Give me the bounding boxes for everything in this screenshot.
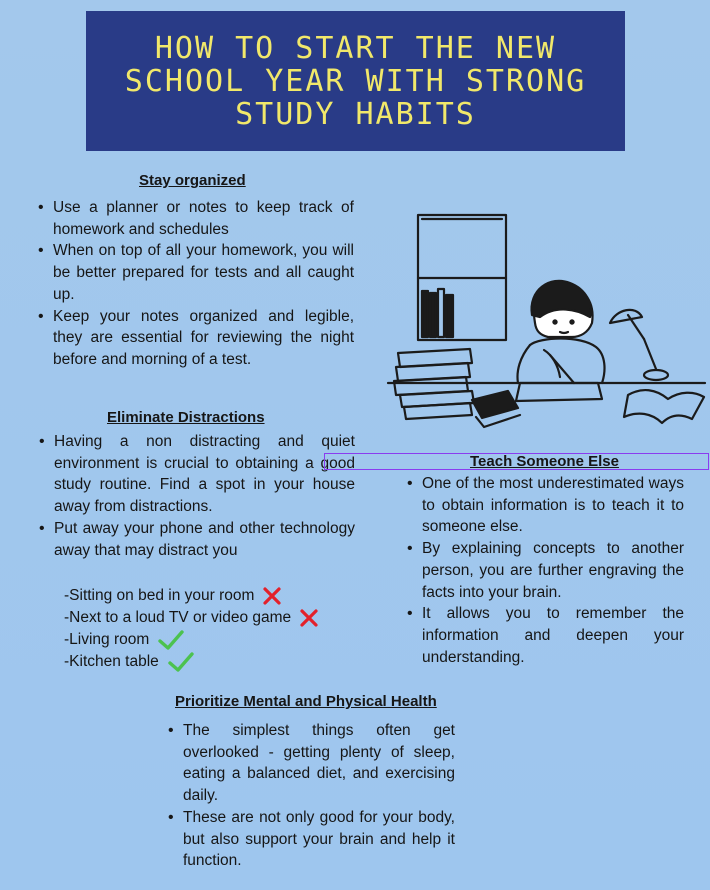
stay-organized-list: [36, 197, 354, 371]
list-item: • Keep your notes organized and legible, they are essential for reviewing the night before and morning of a test.: [36, 306, 354, 371]
check-icon: [167, 651, 195, 673]
title-banner: [86, 11, 625, 151]
list-item: • The simplest things often get overlooked - getting plenty of sleep, eating a balanced diet, and exercising daily.: [166, 720, 455, 807]
list-item: • Having a non distracting and quiet environment is crucial to obtaining a good study routine. Find a spot in your house away from distractions.: [37, 431, 355, 518]
check-icon: [157, 629, 185, 651]
health-list: [166, 720, 455, 872]
teach-someone-list: [405, 473, 684, 668]
page-title: [125, 32, 586, 131]
title-line-1: HOW TO START THE NEW: [154, 30, 557, 66]
place-row: [64, 651, 319, 673]
place-row: [64, 607, 319, 629]
list-item: • Use a planner or notes to keep track of homework and schedules: [36, 197, 354, 240]
study-places-list: [64, 585, 319, 673]
stay-organized-heading: Stay organized: [139, 172, 246, 189]
eliminate-distractions-list: [37, 431, 355, 561]
list-item: • When on top of all your homework, you will be better prepared for tests and all caught up.: [36, 240, 354, 305]
place-text: -Living room: [64, 631, 150, 648]
cross-icon: [262, 586, 282, 606]
place-row: [64, 585, 319, 607]
eliminate-distractions-heading: Eliminate Distractions: [107, 409, 265, 426]
teach-someone-heading: Teach Someone Else: [470, 453, 619, 470]
list-item: • Put away your phone and other technology away that may distract you: [37, 518, 355, 561]
list-item: • By explaining concepts to another person, you are further engraving the facts into your brain.: [405, 538, 684, 603]
student-studying-illustration: [380, 205, 710, 440]
title-line-2: SCHOOL YEAR WITH STRONG: [124, 63, 587, 99]
place-text: -Sitting on bed in your room: [64, 587, 255, 604]
place-row: [64, 629, 319, 651]
list-item: • These are not only good for your body, but also support your brain and help it function.: [166, 807, 455, 872]
place-text: -Next to a loud TV or video game: [64, 609, 292, 626]
cross-icon: [299, 608, 319, 628]
list-item: • One of the most underestimated ways to obtain information is to teach it to someone else.: [405, 473, 684, 538]
title-line-3: STUDY HABITS: [235, 96, 476, 132]
health-heading: Prioritize Mental and Physical Health: [175, 693, 437, 710]
place-text: -Kitchen table: [64, 653, 159, 670]
list-item: • It allows you to remember the information and deepen your understanding.: [405, 603, 684, 668]
